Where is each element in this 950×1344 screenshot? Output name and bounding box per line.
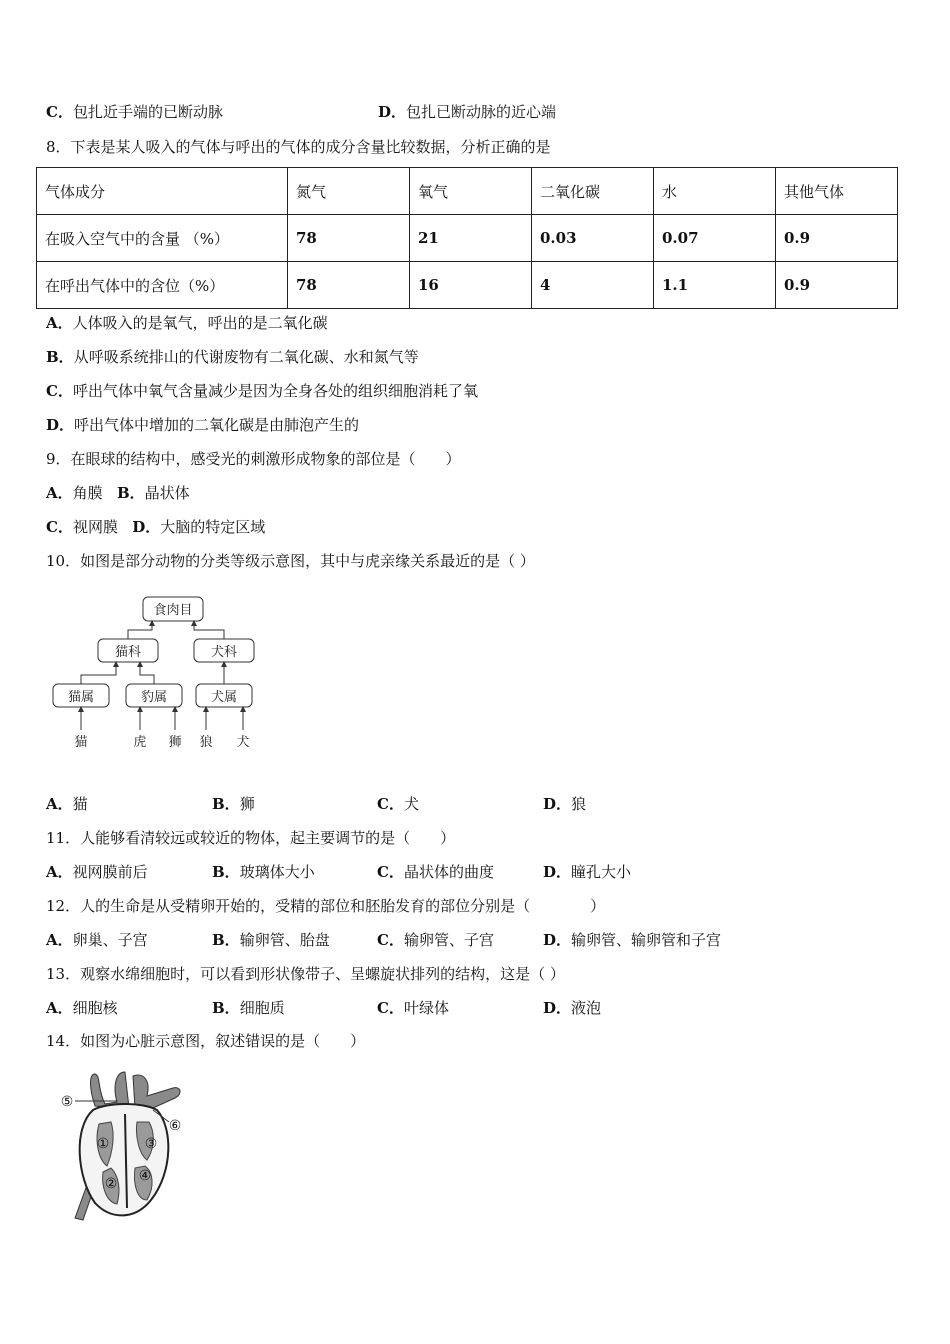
table-cell: 1.1 <box>654 262 776 309</box>
q8-option-d <box>46 415 359 435</box>
option-text: 玻璃体大小 <box>239 863 315 881</box>
table-row-label: 在吸入空气中的含量 （%） <box>37 215 288 262</box>
table-cell: 0.9 <box>776 262 898 309</box>
question-10-stem: 10．如图是部分动物的分类等级示意图，其中与虎亲缘关系最近的是（ ） <box>46 552 535 570</box>
table-cell: 0.9 <box>776 215 898 262</box>
option-letter: B． <box>212 863 240 881</box>
q8-option-a <box>46 313 328 333</box>
option-text: 视网膜前后 <box>72 863 148 881</box>
option-letter: D． <box>543 931 572 949</box>
q12-option-c <box>377 930 494 950</box>
option-text: 液泡 <box>571 999 602 1017</box>
table-cell: 78 <box>288 215 410 262</box>
option-text: 输卵管、子宫 <box>403 931 494 949</box>
option-text: 晶状体 <box>144 484 190 502</box>
table-row <box>37 262 898 309</box>
heart-label-5: ⑤ <box>60 1094 74 1110</box>
genus-cat-label: 猫属 <box>67 690 95 705</box>
table-cell: 16 <box>410 262 532 309</box>
question-14-stem: 14．如图为心脏示意图，叙述错误的是（ ） <box>46 1032 366 1050</box>
table-cell: 78 <box>288 262 410 309</box>
gas-composition-table <box>36 167 898 309</box>
option-letter: D． <box>543 795 572 813</box>
table-header-row <box>37 168 898 215</box>
q11-option-a <box>46 862 148 882</box>
arrow <box>128 623 152 639</box>
table-cell: 4 <box>532 262 654 309</box>
animal-label: 猫 <box>74 735 88 750</box>
q11-option-b <box>212 862 315 882</box>
arrow <box>194 623 224 639</box>
q13-option-d <box>543 998 601 1018</box>
option-letter: C． <box>377 931 404 949</box>
heart-label-1: ① <box>96 1136 110 1152</box>
table-header-cell: 氮气 <box>288 168 410 215</box>
table-row <box>37 215 898 262</box>
question-13-stem: 13．观察水绵细胞时，可以看到形状像带子、呈螺旋状排列的结构，这是（ ） <box>46 965 565 983</box>
option-text: 猫 <box>72 795 88 813</box>
arrow <box>81 664 116 684</box>
q13-option-c <box>377 998 449 1018</box>
table-header-cell: 气体成分 <box>37 168 288 215</box>
option-letter: D． <box>378 103 407 121</box>
option-letter: B． <box>212 999 240 1017</box>
q7-option-c <box>46 102 223 122</box>
question-8-stem: 8．下表是某人吸入的气体与呼出的气体的成分含量比较数据，分析正确的是 <box>46 138 551 156</box>
heart-outline <box>80 1104 169 1215</box>
q12-option-b <box>212 930 330 950</box>
q11-option-d <box>543 862 631 882</box>
option-letter: C． <box>377 795 404 813</box>
option-letter: C． <box>46 518 73 536</box>
table-header-cell: 氧气 <box>410 168 532 215</box>
option-letter: A． <box>46 999 73 1017</box>
option-text: 呼出气体中增加的二氧化碳是由肺泡产生的 <box>74 416 360 434</box>
animal-label: 狼 <box>199 735 213 750</box>
option-letter: D． <box>543 999 572 1017</box>
q11-option-c <box>377 862 494 882</box>
option-text: 从呼吸系统排山的代谢废物有二氧化碳、水和氮气等 <box>73 348 419 366</box>
heart-label-4: ④ <box>138 1168 152 1184</box>
q12-option-a <box>46 930 148 950</box>
option-letter: D． <box>46 416 75 434</box>
heart-label-3: ③ <box>144 1136 158 1152</box>
option-text: 晶状体的曲度 <box>403 863 494 881</box>
table-row-label: 在呼出气体中的含位（%） <box>37 262 288 309</box>
option-letter: A． <box>46 484 73 502</box>
option-letter: B． <box>212 931 240 949</box>
great-vessels <box>91 1072 130 1108</box>
q9-options-line-2 <box>46 517 265 537</box>
q10-option-a <box>46 794 88 814</box>
option-letter: C． <box>46 103 73 121</box>
table-cell: 21 <box>410 215 532 262</box>
question-11-stem: 11．人能够看清较远或较近的物体，起主要调节的是（ ） <box>46 829 456 847</box>
table-header-cell: 其他气体 <box>776 168 898 215</box>
heart-diagram <box>55 1068 195 1228</box>
option-letter: B． <box>212 795 240 813</box>
aortic-arch <box>133 1075 180 1108</box>
option-letter: D． <box>543 863 572 881</box>
option-text: 狮 <box>239 795 255 813</box>
option-text: 卵巢、子宫 <box>72 931 148 949</box>
table-header-cell: 水 <box>654 168 776 215</box>
q9-options-line-1 <box>46 483 190 503</box>
option-letter: B． <box>46 348 74 366</box>
option-letter: B． <box>116 484 145 502</box>
question-9-stem: 9．在眼球的结构中，感受光的刺激形成物象的部位是（ ） <box>46 450 461 468</box>
option-text: 犬 <box>403 795 419 813</box>
option-letter: A． <box>46 795 73 813</box>
option-letter: C． <box>377 863 404 881</box>
q8-option-c <box>46 381 478 401</box>
order-label: 食肉目 <box>153 603 193 618</box>
option-text: 叶绿体 <box>403 999 449 1017</box>
animal-classification-diagram <box>46 590 261 755</box>
q13-option-b <box>212 998 285 1018</box>
option-text: 角膜 <box>72 484 103 502</box>
table-header-cell: 二氧化碳 <box>532 168 654 215</box>
q8-option-b <box>46 347 419 367</box>
genus-leopard-label: 豹属 <box>140 690 168 705</box>
heart-label-6: ⑥ <box>168 1118 182 1134</box>
family-dog-label: 犬科 <box>210 645 238 660</box>
option-text: 细胞核 <box>72 999 118 1017</box>
q10-option-c <box>377 794 419 814</box>
option-text: 输卵管、胎盘 <box>239 931 330 949</box>
option-letter: C． <box>377 999 404 1017</box>
option-text: 呼出气体中氧气含量减少是因为全身各处的组织细胞消耗了氧 <box>72 382 478 400</box>
animal-label: 狮 <box>168 735 182 750</box>
genus-dog-label: 犬属 <box>210 690 238 705</box>
option-text: 狼 <box>571 795 587 813</box>
option-text: 人体吸入的是氧气，呼出的是二氧化碳 <box>72 314 328 332</box>
question-12-stem: 12．人的生命是从受精卵开始的，受精的部位和胚胎发育的部位分别是（ ） <box>46 897 606 915</box>
option-text: 输卵管、输卵管和子宫 <box>571 931 722 949</box>
q10-option-b <box>212 794 255 814</box>
option-text: 包扎近手端的已断动脉 <box>72 103 223 121</box>
q10-option-d <box>543 794 586 814</box>
option-letter: C． <box>46 382 73 400</box>
q13-option-a <box>46 998 118 1018</box>
option-text: 大脑的特定区域 <box>160 518 266 536</box>
animal-label: 虎 <box>133 735 147 750</box>
q12-option-d <box>543 930 721 950</box>
table-cell: 0.03 <box>532 215 654 262</box>
table-cell: 0.07 <box>654 215 776 262</box>
option-letter: A． <box>46 314 73 332</box>
option-text: 包扎已断动脉的近心端 <box>406 103 557 121</box>
family-cat-label: 猫科 <box>114 645 142 660</box>
option-letter: A． <box>46 863 73 881</box>
option-text: 细胞质 <box>239 999 285 1017</box>
animal-label: 犬 <box>236 735 250 750</box>
q7-option-d <box>378 102 556 122</box>
option-text: 瞳孔大小 <box>571 863 632 881</box>
heart-label-2: ② <box>104 1176 118 1192</box>
option-letter: A． <box>46 931 73 949</box>
option-text: 视网膜 <box>72 518 118 536</box>
arrow <box>140 664 154 684</box>
option-letter: D． <box>132 518 161 536</box>
